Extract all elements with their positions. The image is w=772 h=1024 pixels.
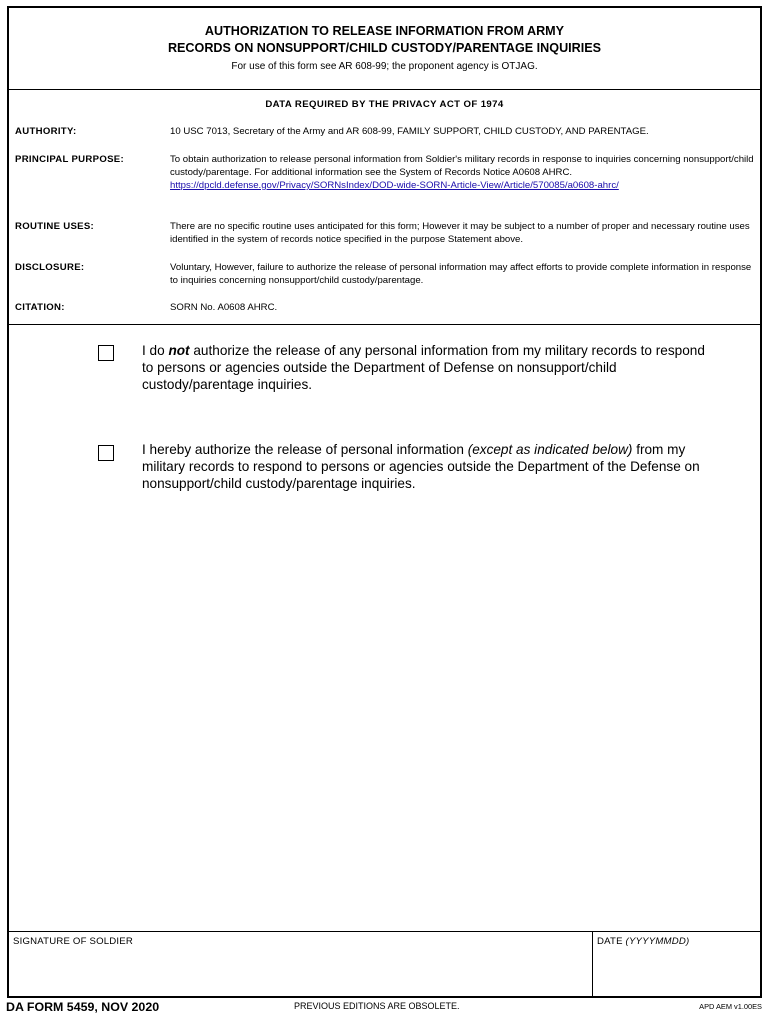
form-title-line1: AUTHORIZATION TO RELEASE INFORMATION FROM ARMY xyxy=(204,24,565,38)
option2-suffix: from my military records to respond to persons or agencies outside the Department of the Defense on nonsupport/child custody/parentage inquiries. xyxy=(142,442,700,491)
form-header xyxy=(9,8,760,90)
do-not-authorize-text xyxy=(142,342,712,393)
date-label-text: DATE xyxy=(597,936,626,947)
disclosure-text: Voluntary, However, failure to authorize the release of personal information may affect efforts to provide complete information in response to inquiries concerning nonsupport/child custody/parentage. xyxy=(170,262,752,286)
form-number: DA FORM 5459, NOV 2020 xyxy=(6,1000,160,1014)
citation-text: SORN No. A0608 AHRC. xyxy=(170,302,278,313)
option2-emphasis: (except as indicated below) xyxy=(467,442,633,457)
principal-purpose-body xyxy=(170,153,755,192)
sorn-link[interactable]: https://dpcld.defense.gov/Privacy/SORNsIndex/DOD-wide-SORN-Article-View/Article/570085/a0608-ahrc/ xyxy=(170,180,619,191)
privacy-act-heading: DATA REQUIRED BY THE PRIVACY ACT OF 1974 xyxy=(265,99,504,110)
citation-label: CITATION: xyxy=(15,302,65,313)
signature-field[interactable] xyxy=(13,954,588,994)
date-field[interactable] xyxy=(597,954,756,994)
signature-block xyxy=(9,931,760,998)
previous-editions-note: PREVIOUS EDITIONS ARE OBSOLETE. xyxy=(294,1001,460,1011)
date-label xyxy=(597,936,689,947)
date-format-hint: (YYYYMMDD) xyxy=(625,936,690,947)
option1-suffix: authorize the release of any personal information from my military records to respond to persons or agencies outside the Department of Defense on nonsupport/child custody/parentage inquiries. xyxy=(142,343,705,392)
proponent-note: For use of this form see AR 608-99; the proponent agency is OTJAG. xyxy=(231,61,538,72)
signature-label: SIGNATURE OF SOLDIER xyxy=(13,936,134,947)
option1-emphasis: not xyxy=(168,343,190,358)
authorize-checkbox[interactable] xyxy=(98,445,114,461)
authority-text: 10 USC 7013, Secretary of the Army and AR 608-99, FAMILY SUPPORT, CHILD CUSTODY, AND PARENTAGE. xyxy=(170,126,649,137)
option2-prefix: I hereby authorize the release of personal information xyxy=(142,442,468,457)
principal-purpose-label: PRINCIPAL PURPOSE: xyxy=(15,154,124,165)
form-title xyxy=(9,23,760,57)
privacy-act-section xyxy=(9,90,760,325)
do-not-authorize-checkbox[interactable] xyxy=(98,345,114,361)
form-title-line2: RECORDS ON NONSUPPORT/CHILD CUSTODY/PARENTAGE INQUIRIES xyxy=(167,41,602,55)
authority-label: AUTHORITY: xyxy=(15,126,77,137)
disclosure-label: DISCLOSURE: xyxy=(15,262,85,273)
authorize-text xyxy=(142,441,712,492)
date-cell xyxy=(593,932,760,998)
signature-cell xyxy=(9,932,593,998)
apd-version: APD AEM v1.00ES xyxy=(699,1002,762,1011)
routine-uses-label: ROUTINE USES: xyxy=(15,221,95,232)
option1-prefix: I do xyxy=(142,343,169,358)
principal-purpose-text: To obtain authorization to release personal information from Soldier's military records in response to inquiries concerning nonsupport/child custody/parentage. For additional information see the System of Records Notice A0608 AHRC. xyxy=(170,154,754,178)
routine-uses-text: There are no specific routine uses anticipated for this form; However it may be subject to a number of proper and necessary routine uses identified in the system of records notice specified in the purpose Statement above. xyxy=(170,221,750,245)
form-frame xyxy=(7,6,762,998)
